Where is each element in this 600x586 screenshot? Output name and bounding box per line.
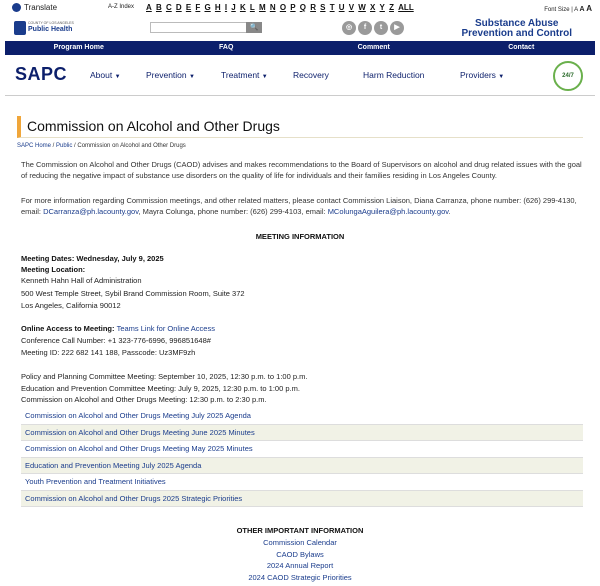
menu-prevention[interactable]: [146, 70, 195, 80]
online-access: [21, 324, 215, 335]
chevron-down-icon: ▼: [189, 74, 195, 80]
annual-report-link[interactable]: 2024 Annual Report: [266, 561, 334, 570]
contact-text-pre: For more information regarding Commission meetings, and other related matters, please contact Commission Liaison, Diana Carranza, phone number: (626) 299-4130, email:: [21, 196, 577, 216]
az-letter[interactable]: E: [185, 3, 192, 12]
meeting-location-label: [21, 265, 85, 276]
menu-about-label: About: [90, 70, 113, 80]
menu-recovery-label: Recovery: [293, 70, 329, 80]
az-letter[interactable]: U: [338, 3, 345, 12]
az-letter[interactable]: W: [358, 3, 366, 12]
az-letter[interactable]: J: [231, 3, 236, 12]
meeting-dates: [21, 254, 164, 265]
az-index-label: A-Z Index: [108, 4, 135, 10]
meeting-id: Meeting ID: 222 682 141 188, Passcode: Uz3MF9zh: [21, 348, 196, 357]
translate-button[interactable]: [12, 3, 57, 12]
nav-contact[interactable]: Contact: [508, 44, 535, 51]
az-letter[interactable]: H: [214, 3, 221, 12]
font-size-small[interactable]: A: [574, 7, 578, 13]
az-letter[interactable]: R: [310, 3, 316, 12]
document-link[interactable]: Commission on Alcohol and Other Drugs Meeting May 2025 Minutes: [21, 441, 583, 458]
az-letter[interactable]: A: [146, 3, 152, 12]
facebook-icon[interactable]: f: [358, 21, 372, 35]
az-letter[interactable]: G: [204, 3, 211, 12]
document-link[interactable]: Education and Prevention Meeting July 2025 Agenda: [21, 458, 583, 475]
font-size-label: Font Size: [544, 7, 570, 13]
font-size-medium[interactable]: A: [579, 6, 585, 13]
az-letter[interactable]: L: [249, 3, 255, 12]
strategic-priorities-link[interactable]: 2024 CAOD Strategic Priorities: [248, 573, 352, 582]
document-link[interactable]: Commission on Alcohol and Other Drugs Meeting July 2025 Agenda: [21, 408, 583, 425]
contact-paragraph: [21, 195, 583, 217]
chevron-down-icon: ▼: [498, 74, 505, 80]
phone-247-icon: 24/7: [562, 73, 574, 79]
menu-prevention-label: Prevention: [146, 70, 187, 80]
documents-list: [21, 408, 583, 507]
translate-label: Translate: [24, 3, 58, 12]
document-link[interactable]: Youth Prevention and Treatment Initiatives: [21, 474, 583, 491]
chevron-down-icon: ▼: [114, 74, 121, 80]
logo-county-text: COUNTY OF LOS ANGELES: [28, 21, 74, 26]
conference-call: Conference Call Number: +1 323-776-6996, 996851648#: [21, 336, 211, 345]
schedule-item: Policy and Planning Committee Meeting: September 10, 2025, 12:30 p.m. to 1:00 p.m.: [21, 372, 308, 381]
az-letter[interactable]: B: [155, 3, 162, 12]
teams-link[interactable]: Teams Link for Online Access: [116, 324, 215, 333]
location-line: Kenneth Hahn Hall of Administration: [21, 276, 142, 285]
commission-calendar-link[interactable]: Commission Calendar: [263, 538, 337, 547]
meeting-info-heading: MEETING INFORMATION: [255, 232, 345, 241]
nav-comment[interactable]: Comment: [357, 44, 390, 51]
az-index-letters: [146, 3, 414, 12]
program-title-line2: Prevention and Control: [461, 28, 572, 39]
email-link-carranza[interactable]: DCarranza@ph.lacounty.gov: [43, 207, 139, 216]
az-letter[interactable]: I: [224, 3, 228, 12]
social-links: [342, 21, 404, 35]
email-link-colunga[interactable]: MColungaAguilera@ph.lacounty.gov: [327, 207, 449, 216]
menu-harm-reduction-label: Harm Reduction: [363, 70, 425, 80]
meeting-location-label-text: Meeting Location:: [21, 265, 86, 274]
program-title-line1: Substance Abuse: [474, 18, 559, 29]
menu-recovery[interactable]: [293, 70, 329, 80]
az-letter[interactable]: P: [290, 3, 296, 12]
az-letter[interactable]: S: [320, 3, 326, 12]
schedule-item: Commission on Alcohol and Other Drugs Meeting: 12:30 p.m. to 2:30 p.m.: [21, 395, 267, 404]
az-letter[interactable]: Q: [299, 3, 306, 12]
menu-providers-label: Providers: [460, 70, 496, 80]
az-letter[interactable]: N: [269, 3, 276, 12]
az-letter-all[interactable]: ALL: [398, 3, 414, 12]
location-line: Los Angeles, California 90012: [21, 301, 121, 310]
font-size-control: Font Size | A A A: [544, 4, 592, 13]
breadcrumb-sapc-home[interactable]: SAPC Home: [17, 143, 52, 149]
menu-providers[interactable]: [460, 70, 504, 80]
breadcrumb-public[interactable]: Public: [56, 143, 73, 149]
menu-about[interactable]: [90, 70, 121, 80]
intro-paragraph: The Commission on Alcohol and Other Drugs (CAOD) advises and makes recommendations to the Board of Supervisors on alcohol and drug related issues with the goal of reducing the negative impact of substance use disorders on the quality of life for individuals and their families residing in Los Angeles County.: [21, 160, 582, 180]
font-size-large[interactable]: A: [586, 4, 592, 13]
caod-bylaws-link[interactable]: CAOD Bylaws: [276, 550, 324, 559]
breadcrumb-current: Commission on Alcohol and Other Drugs: [77, 143, 186, 149]
helpline-badge[interactable]: [553, 61, 583, 91]
page-title: Commission on Alcohol and Other Drugs: [27, 118, 280, 134]
instagram-icon[interactable]: ◎: [342, 21, 356, 35]
contact-text-mid: , Mayra Colunga, phone number: (626) 299-4103, email:: [138, 207, 328, 216]
menu-treatment[interactable]: [221, 70, 268, 80]
county-seal-icon: [14, 21, 26, 35]
sapc-brand[interactable]: SAPC: [15, 64, 68, 84]
az-letter[interactable]: Y: [379, 3, 385, 12]
menu-harm-reduction[interactable]: [363, 70, 424, 80]
contact-text-end: .: [448, 207, 451, 216]
other-info-heading: OTHER IMPORTANT INFORMATION: [236, 526, 364, 535]
az-letter[interactable]: V: [348, 3, 355, 12]
document-link[interactable]: Commission on Alcohol and Other Drugs 2025 Strategic Priorities: [21, 491, 583, 508]
az-letter[interactable]: D: [175, 3, 182, 12]
chevron-down-icon: ▼: [261, 74, 268, 80]
az-letter[interactable]: C: [165, 3, 172, 12]
breadcrumb: SAPC Home / Public / Commission on Alcohol and Other Drugs: [17, 143, 186, 149]
search-icon[interactable]: 🔍: [246, 22, 262, 33]
az-letter[interactable]: T: [329, 3, 335, 12]
az-letter[interactable]: O: [279, 3, 287, 12]
schedule-item: Education and Prevention Committee Meeting: July 9, 2025, 12:30 p.m. to 1:00 p.m.: [21, 384, 300, 393]
az-letter[interactable]: X: [370, 3, 376, 12]
globe-icon: [12, 3, 21, 12]
online-access-label: Online Access to Meeting:: [21, 324, 117, 333]
primary-nav: [5, 41, 595, 55]
az-letter[interactable]: M: [258, 3, 266, 12]
nav-faq[interactable]: FAQ: [219, 44, 234, 51]
sapc-nav: [5, 55, 595, 96]
main-content: [5, 96, 595, 586]
az-letter[interactable]: Z: [389, 3, 394, 12]
utility-bar: [0, 0, 600, 16]
meeting-dates-text: Meeting Dates: Wednesday, July 9, 2025: [21, 254, 164, 263]
location-line: 500 West Temple Street, Sybil Brand Commission Room, Suite 372: [21, 289, 245, 298]
program-title: [461, 19, 572, 39]
menu-treatment-label: Treatment: [221, 70, 260, 80]
document-link[interactable]: Commission on Alcohol and Other Drugs Meeting June 2025 Minutes: [21, 425, 583, 442]
page-title-bar: [17, 116, 583, 138]
az-letter[interactable]: K: [239, 3, 246, 12]
youtube-icon[interactable]: ▶: [390, 21, 404, 35]
public-health-logo[interactable]: [14, 19, 78, 36]
az-letter[interactable]: F: [195, 3, 201, 12]
twitter-icon[interactable]: t: [374, 21, 388, 35]
site-header: [0, 16, 600, 40]
logo-public-health-text: Public Health: [28, 25, 73, 33]
nav-program-home[interactable]: Program Home: [53, 44, 104, 51]
